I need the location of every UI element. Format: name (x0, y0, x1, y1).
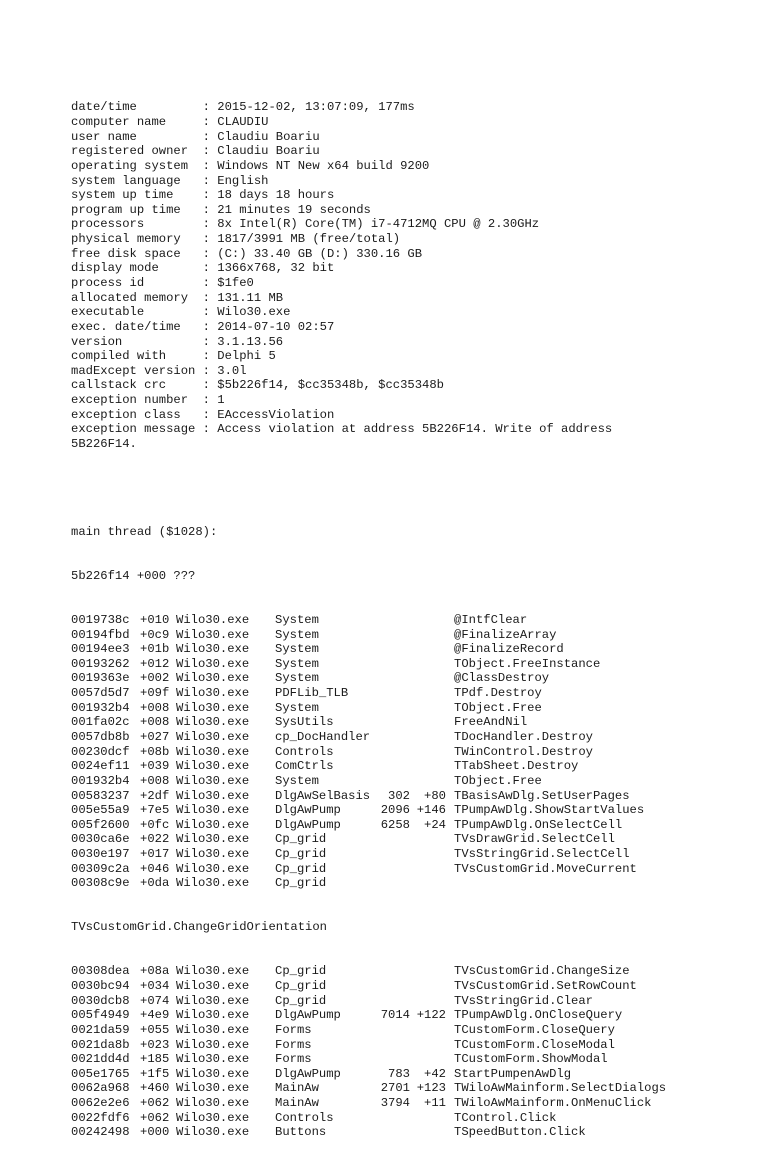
frame-unit: System (275, 773, 319, 788)
stack-frame-row (71, 803, 731, 818)
stack-frame-row (71, 1008, 731, 1023)
system-info-line: exception number : 1 (71, 393, 225, 408)
system-info-line: executable : Wilo30.exe (71, 305, 291, 320)
frame-unit: Cp_grid (275, 964, 327, 979)
frame-method: @IntfClear (454, 612, 528, 627)
frame-address: 00242498 (71, 1125, 130, 1140)
frame-address: 005e55a9 (71, 803, 130, 818)
system-info-line: processors : 8x Intel(R) Core(TM) i7-4712MQ CPU @ 2.30GHz (71, 217, 540, 232)
frame-method: TBasisAwDlg.SetUserPages (454, 788, 630, 803)
frame-method: TObject.Free (454, 773, 542, 788)
frame-line-number: 7014 (380, 1008, 410, 1023)
system-info-line: exception class : EAccessViolation (71, 407, 335, 422)
frame-method: TCustomForm.ShowModal (454, 1052, 608, 1067)
frame-unit: System (275, 700, 319, 715)
frame-module: Wilo30.exe (176, 729, 250, 744)
stack-frame-row (71, 657, 731, 672)
frame-offset: +012 (140, 656, 170, 671)
frame-module: Wilo30.exe (176, 1022, 250, 1037)
system-info-line: display mode : 1366x768, 32 bit (71, 261, 335, 276)
stack-frame-row (71, 979, 731, 994)
frame-offset: +055 (140, 1022, 170, 1037)
frame-unit: Cp_grid (275, 876, 327, 891)
stack-frame-row (71, 745, 731, 760)
frame-module: Wilo30.exe (176, 744, 250, 759)
frame-method: TObject.FreeInstance (454, 656, 601, 671)
frame-address: 0021dd4d (71, 1052, 130, 1067)
frame-offset: +039 (140, 759, 170, 774)
frame-address: 00230dcf (71, 744, 130, 759)
system-info-line: 5B226F14. (71, 437, 137, 452)
frame-line-number: 6258 (380, 817, 410, 832)
frame-module: Wilo30.exe (176, 1052, 250, 1067)
frame-unit: MainAw (275, 1096, 319, 1111)
frame-line-number: 2701 (380, 1081, 410, 1096)
frame-line-number: 783 (388, 1066, 410, 1081)
stack-frame-row (71, 730, 731, 745)
frame-address: 00194ee3 (71, 642, 130, 657)
frame-address: 0030ca6e (71, 832, 130, 847)
frame-line-offset: +123 (416, 1081, 446, 1096)
frame-offset: +062 (140, 1110, 170, 1125)
stack-frame-row (71, 1081, 731, 1096)
frame-offset: +008 (140, 773, 170, 788)
system-info-line: exception message : Access violation at address 5B226F14. Write of address (71, 422, 613, 437)
system-info-line: compiled with : Delphi 5 (71, 349, 276, 364)
frame-module: Wilo30.exe (176, 978, 250, 993)
stack-frame-row (71, 1052, 731, 1067)
frame-module: Wilo30.exe (176, 773, 250, 788)
frame-module: Wilo30.exe (176, 759, 250, 774)
frame-address: 0022fdf6 (71, 1110, 130, 1125)
system-info-line: free disk space : (C:) 33.40 GB (D:) 330.16 GB (71, 246, 423, 261)
frame-method: TCustomForm.CloseModal (454, 1037, 615, 1052)
stack-frame-row (71, 847, 731, 862)
frame-method: TPdf.Destroy (454, 686, 542, 701)
frame-offset: +017 (140, 847, 170, 862)
frame-method: TWinControl.Destroy (454, 744, 593, 759)
frame-offset: +185 (140, 1052, 170, 1067)
bug-report-document (71, 71, 731, 1155)
frame-offset: +008 (140, 700, 170, 715)
frame-unit: cp_DocHandler (275, 729, 371, 744)
callstack-block-1 (71, 613, 731, 891)
frame-module: Wilo30.exe (176, 817, 250, 832)
frame-address: 0019738c (71, 612, 130, 627)
system-info-line: operating system : Windows NT New x64 build 9200 (71, 158, 430, 173)
frame-method: TVsStringGrid.SelectCell (454, 847, 630, 862)
stack-frame-row (71, 759, 731, 774)
frame-module: Wilo30.exe (176, 876, 250, 891)
frame-address: 0062e2e6 (71, 1096, 130, 1111)
system-info-line: system up time : 18 days 18 hours (71, 188, 335, 203)
system-info-block (71, 100, 731, 451)
frame-method: StartPumpenAwDlg (454, 1066, 572, 1081)
frame-address: 001932b4 (71, 773, 130, 788)
wrapped-method-line: TVsCustomGrid.ChangeGridOrientation (71, 920, 327, 935)
frame-address: 0062a968 (71, 1081, 130, 1096)
frame-method: @FinalizeRecord (454, 642, 564, 657)
frame-unit: DlgAwPump (275, 803, 341, 818)
frame-address: 0057d5d7 (71, 686, 130, 701)
stack-frame-row (71, 701, 731, 716)
system-info-line: callstack crc : $5b226f14, $cc35348b, $cc35348b (71, 378, 444, 393)
frame-unit: DlgAwPump (275, 817, 341, 832)
frame-unit: MainAw (275, 1081, 319, 1096)
frame-offset: +0fc (140, 817, 170, 832)
stack-frame-row (71, 1023, 731, 1038)
frame-method: @FinalizeArray (454, 627, 557, 642)
frame-address: 00583237 (71, 788, 130, 803)
frame-line-number: 2096 (380, 803, 410, 818)
frame-module: Wilo30.exe (176, 861, 250, 876)
frame-offset: +09f (140, 686, 170, 701)
frame-line-offset: +42 (424, 1066, 446, 1081)
system-info-line: system language : English (71, 173, 269, 188)
frame-address: 005f4949 (71, 1008, 130, 1023)
frame-unit: DlgAwSelBasis (275, 788, 371, 803)
stack-frame-row (71, 964, 731, 979)
stack-frame-row (71, 818, 731, 833)
frame-module: Wilo30.exe (176, 788, 250, 803)
frame-offset: +460 (140, 1081, 170, 1096)
frame-unit: System (275, 612, 319, 627)
frame-offset: +027 (140, 729, 170, 744)
stack-frame-row (71, 832, 731, 847)
frame-unit: PDFLib_TLB (275, 686, 349, 701)
stack-frame-row (71, 1096, 731, 1111)
stack-frame-row (71, 628, 731, 643)
frame-address: 001932b4 (71, 700, 130, 715)
frame-offset: +034 (140, 978, 170, 993)
stack-frame-row (71, 1111, 731, 1126)
frame-module: Wilo30.exe (176, 1125, 250, 1140)
stack-frame-row (71, 774, 731, 789)
frame-module: Wilo30.exe (176, 656, 250, 671)
frame-offset: +022 (140, 832, 170, 847)
frame-method: TVsCustomGrid.SetRowCount (454, 978, 637, 993)
frame-line-offset: +24 (424, 817, 446, 832)
frame-unit: Controls (275, 1110, 334, 1125)
frame-unit: ComCtrls (275, 759, 334, 774)
frame-address: 0057db8b (71, 729, 130, 744)
frame-module: Wilo30.exe (176, 1081, 250, 1096)
frame-unit: Cp_grid (275, 978, 327, 993)
frame-offset: +002 (140, 671, 170, 686)
frame-unit: Cp_grid (275, 861, 327, 876)
frame-method: TPumpAwDlg.OnCloseQuery (454, 1008, 623, 1023)
frame-offset: +023 (140, 1037, 170, 1052)
frame-module: Wilo30.exe (176, 700, 250, 715)
frame-offset: +01b (140, 642, 170, 657)
frame-line-offset: +80 (424, 788, 446, 803)
frame-offset: +062 (140, 1096, 170, 1111)
frame-module: Wilo30.exe (176, 715, 250, 730)
frame-method: TSpeedButton.Click (454, 1125, 586, 1140)
frame-module: Wilo30.exe (176, 686, 250, 701)
system-info-line: exec. date/time : 2014-07-10 02:57 (71, 319, 335, 334)
frame-address: 0030bc94 (71, 978, 130, 993)
frame-address: 0024ef11 (71, 759, 130, 774)
stack-frame-row (71, 642, 731, 657)
frame-module: Wilo30.exe (176, 993, 250, 1008)
stack-frame-row (71, 789, 731, 804)
frame-module: Wilo30.exe (176, 612, 250, 627)
frame-unit: SysUtils (275, 715, 334, 730)
frame-method: TWiloAwMainform.OnMenuClick (454, 1096, 652, 1111)
frame-method: TVsCustomGrid.MoveCurrent (454, 861, 637, 876)
first-stack-frame: 5b226f14 +000 ??? (71, 568, 196, 583)
stack-frame-row (71, 1067, 731, 1082)
blank-line (71, 481, 731, 496)
frame-unit: Forms (275, 1022, 312, 1037)
frame-offset: +074 (140, 993, 170, 1008)
frame-method: @ClassDestroy (454, 671, 550, 686)
frame-line-number: 3794 (380, 1096, 410, 1111)
frame-address: 00194fbd (71, 627, 130, 642)
frame-address: 00309c2a (71, 861, 130, 876)
frame-offset: +4e9 (140, 1008, 170, 1023)
frame-address: 00308c9e (71, 876, 130, 891)
stack-frame-row (71, 876, 731, 891)
frame-unit: Cp_grid (275, 993, 327, 1008)
system-info-line: registered owner : Claudiu Boariu (71, 144, 320, 159)
frame-module: Wilo30.exe (176, 1110, 250, 1125)
frame-module: Wilo30.exe (176, 964, 250, 979)
stack-frame-row (71, 671, 731, 686)
frame-line-offset: +11 (424, 1096, 446, 1111)
frame-module: Wilo30.exe (176, 671, 250, 686)
frame-address: 0019363e (71, 671, 130, 686)
system-info-line: process id : $1fe0 (71, 276, 254, 290)
frame-offset: +08b (140, 744, 170, 759)
frame-address: 0021da59 (71, 1022, 130, 1037)
frame-method: TVsDrawGrid.SelectCell (454, 832, 615, 847)
frame-address: 00193262 (71, 656, 130, 671)
frame-line-offset: +122 (416, 1008, 446, 1023)
frame-unit: Forms (275, 1052, 312, 1067)
frame-method: TCustomForm.CloseQuery (454, 1022, 615, 1037)
frame-unit: System (275, 671, 319, 686)
system-info-line: program up time : 21 minutes 19 seconds (71, 202, 371, 217)
frame-method: FreeAndNil (454, 715, 528, 730)
frame-offset: +1f5 (140, 1066, 170, 1081)
frame-module: Wilo30.exe (176, 1096, 250, 1111)
frame-module: Wilo30.exe (176, 847, 250, 862)
system-info-line: date/time : 2015-12-02, 13:07:09, 177ms (71, 100, 415, 115)
frame-unit: System (275, 656, 319, 671)
frame-module: Wilo30.exe (176, 1008, 250, 1023)
stack-frame-row (71, 715, 731, 730)
system-info-line: madExcept version : 3.0l (71, 363, 247, 378)
frame-method: TVsCustomGrid.ChangeSize (454, 964, 630, 979)
frame-offset: +010 (140, 612, 170, 627)
callstack-block-2 (71, 964, 731, 1140)
frame-method: TWiloAwMainform.SelectDialogs (454, 1081, 667, 1096)
frame-unit: DlgAwPump (275, 1008, 341, 1023)
frame-method: TVsStringGrid.Clear (454, 993, 593, 1008)
thread-title: main thread ($1028): (71, 524, 218, 539)
stack-frame-row (71, 1125, 731, 1140)
stack-frame-row (71, 994, 731, 1009)
frame-module: Wilo30.exe (176, 642, 250, 657)
stack-frame-row (71, 862, 731, 877)
frame-address: 005f2600 (71, 817, 130, 832)
frame-address: 0021da8b (71, 1037, 130, 1052)
frame-unit: Controls (275, 744, 334, 759)
frame-method: TControl.Click (454, 1110, 557, 1125)
frame-method: TDocHandler.Destroy (454, 729, 593, 744)
stack-frame-row (71, 1038, 731, 1053)
frame-method: TObject.Free (454, 700, 542, 715)
frame-module: Wilo30.exe (176, 832, 250, 847)
stack-frame-row (71, 613, 731, 628)
frame-unit: System (275, 642, 319, 657)
frame-offset: +2df (140, 788, 170, 803)
frame-module: Wilo30.exe (176, 627, 250, 642)
frame-offset: +7e5 (140, 803, 170, 818)
frame-line-offset: +146 (416, 803, 446, 818)
system-info-line: allocated memory : 131.11 MB (71, 290, 284, 305)
frame-method: TPumpAwDlg.OnSelectCell (454, 817, 623, 832)
frame-offset: +008 (140, 715, 170, 730)
system-info-line: physical memory : 1817/3991 MB (free/total) (71, 232, 401, 247)
frame-offset: +0c9 (140, 627, 170, 642)
system-info-line: version : 3.1.13.56 (71, 334, 284, 349)
frame-method: TPumpAwDlg.ShowStartValues (454, 803, 645, 818)
frame-offset: +046 (140, 861, 170, 876)
frame-module: Wilo30.exe (176, 1037, 250, 1052)
frame-address: 005e1765 (71, 1066, 130, 1081)
frame-module: Wilo30.exe (176, 1066, 250, 1081)
frame-unit: DlgAwPump (275, 1066, 341, 1081)
system-info-line: computer name : CLAUDIU (71, 114, 269, 129)
frame-address: 0030e197 (71, 847, 130, 862)
frame-address: 00308dea (71, 964, 130, 979)
frame-offset: +0da (140, 876, 170, 891)
frame-offset: +000 (140, 1125, 170, 1140)
frame-address: 001fa02c (71, 715, 130, 730)
stack-frame-row (71, 686, 731, 701)
frame-unit: Cp_grid (275, 847, 327, 862)
frame-line-number: 302 (388, 788, 410, 803)
frame-method: TTabSheet.Destroy (454, 759, 579, 774)
frame-unit: System (275, 627, 319, 642)
frame-address: 0030dcb8 (71, 993, 130, 1008)
frame-unit: Forms (275, 1037, 312, 1052)
frame-unit: Cp_grid (275, 832, 327, 847)
frame-unit: Buttons (275, 1125, 327, 1140)
frame-offset: +08a (140, 964, 170, 979)
system-info-line: user name : Claudiu Boariu (71, 129, 320, 144)
frame-module: Wilo30.exe (176, 803, 250, 818)
